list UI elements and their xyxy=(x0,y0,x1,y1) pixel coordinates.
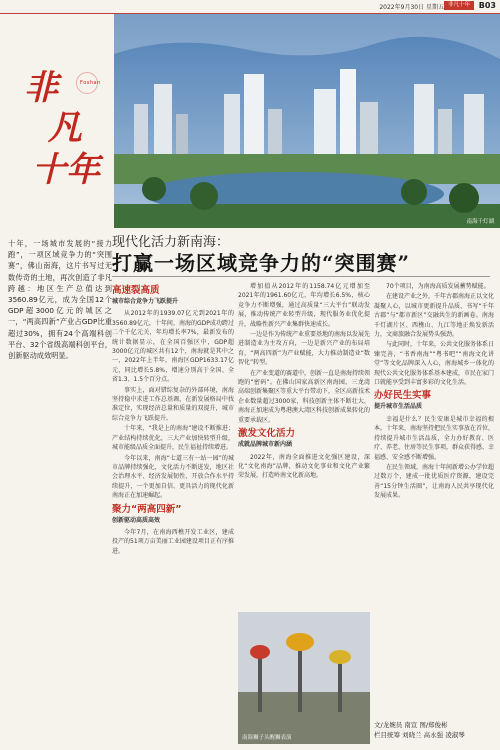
intro-text: 十年，一场城市发展的“接力跑”，一项区域竞争力的“突围赛”，佛山南海，这片书写过无数传奇的土地，再次创造了非凡跨越：地区生产总值达到3560.89亿元，成为全国12个GDP超3000亿元的城区之一，“两高四新”产业占GDP比重超过30%，拥有24个高端科创平台、32个省级高端科创平台，创新驱动成效明显。 xyxy=(8,239,112,361)
page-number: B03 xyxy=(478,1,496,10)
paragraph: 幸福是什么？民生安康是城市幸福的根本。十年来，南海坚持把民生实事放在首位，持续提升城市生活品质，全力办好教育、医疗、养老、住房等民生事项，群众获得感、幸福感、安全感不断增强。 xyxy=(374,415,494,461)
paragraph: 增加值从2012年的1158.74亿元增加至2021年的1961.60亿元，年均增长6.5%，核心竞争力不断增强，通过高质量“三大平台”联动发展，推动传统产业转型升级，现代服务业优化提升，战略性新兴产业集群快速成长。 xyxy=(238,283,370,328)
section-tag: 非凡十年 xyxy=(444,1,474,10)
article-column-1 xyxy=(112,282,234,744)
paragraph: 在产业变道的赛道中，创新一直是南海持续领跑的“密码”。在佛山国家高新区南海园、三龙湾高端创新集聚区等重大平台带动下，全区高新技术企业数量超过3000家，科技创新主体不断壮大，南海正加速成为粤港澳大湾区科技创新成果转化的重要承载区。 xyxy=(238,369,370,424)
paragraph: 与此同时，十年来，公共文化服务体系日臻完善，“书香南海”“粤书吧”“南海文化讲堂”等文化品牌深入人心，南海城乡一体化的现代公共文化服务体系基本建成，市民在家门口就能享受到丰富多彩的文化生活。 xyxy=(374,341,494,387)
section-subtitle: 创新驱动高质高效 xyxy=(112,516,161,524)
photo2-caption: 南海狮子头醒狮表演 xyxy=(242,735,292,741)
article-column-3 xyxy=(374,282,494,716)
headline-divider xyxy=(112,276,490,277)
paragraph: 从2012年的1939.07亿元到2021年的3560.89亿元，十年间，南海的GDP成功跨过二个千亿元关，年均增长率7%，最新发布的统计数据显示，在全国百强区中，GDP超3000亿元的城区共有12个，南海就是其中之一，2022年上半年，南海区GDP1633.17亿元，同比增长5.8%，增速分别高于全国、全省1.3、1.5个百分点。 xyxy=(112,310,234,384)
article-headline: 打赢一场区域竞争力的“突围赛” xyxy=(112,251,411,275)
paragraph: 在建设产业之外，千年古郡南海正以文化凝聚人心，以城市更新提升品质，书写“千年古郡”与“都市新区”交融共生的新画卷。南海千灯湖片区、西樵山、九江等地正焕发新活力，文商旅融合发展势头强劲。 xyxy=(374,293,494,339)
byline: 文/龙婉员 南宣 图/郑俊彬 栏目统筹 刘晓兰 高永强 凌淑琴 xyxy=(374,721,465,739)
article-column-2 xyxy=(238,282,370,608)
paragraph: 在民生领域，南海十年间新增公办学位超过数万个，建成一批优质医疗资源，建设完善“15分钟生活圈”，让南海人民共享现代化发展成果。 xyxy=(374,463,494,500)
paragraph: 2022年，南海全面推进文化强区建设，深化“文化南海”品牌，推动文化事业和文化产业繁荣发展，打造岭南文化新高地。 xyxy=(238,453,370,480)
section-title: 高速裂高质 xyxy=(112,285,160,296)
paragraph: 一边是作为传统产业重要基地的南海以发展先进制造业为主攻方向，一边是新兴产业的布局培育，“两高四新”为产业赋能，大力推动制造业“数智化”转型。 xyxy=(238,331,370,367)
paragraph: 今年以来，南海“七道三有一站一园”的城市品牌持续强化，文化活力不断迸发，地区社会治理水平、经济发展韧性、开放合作水平持续提升，一个更加自信、更具活力的现代化新南海正在加速崛起。 xyxy=(112,454,234,500)
logo-char-3: 十年 xyxy=(32,150,100,190)
paragraph: 事实上，面对错综复杂的外部环境，南海坚持稳中求进工作总基调，在新发展格局中找准定位，实现经济总量和质量的双提升，城市综合竞争力飞跃提升。 xyxy=(112,386,234,422)
logo-subtitle: Foshan xyxy=(80,80,101,86)
section-title: 激发文化活力 xyxy=(238,428,296,440)
issue-date: 2022年9月30日 星期五 xyxy=(379,4,444,11)
section-subtitle: 成就品牌城市新内涵 xyxy=(238,441,293,449)
page-header xyxy=(0,0,500,14)
logo-char-1: 非 xyxy=(24,68,58,108)
lion-dance-photo xyxy=(238,612,370,744)
photo-caption: 南海千灯湖 xyxy=(466,219,494,225)
logo-char-2: 凡 xyxy=(48,108,82,148)
section-title: 聚力“两高四新” xyxy=(112,503,182,515)
paragraph: 今年7月，在南海西樵开发工业区，建成投产的51项万亩美丽工业园建设项目正有序推进。 xyxy=(112,528,234,555)
skyline-photo xyxy=(114,14,500,228)
paragraph: 70个项目，为南海高质发展蓄势赋能。 xyxy=(386,283,490,290)
article-kicker: 现代化活力新南海： xyxy=(112,235,230,250)
skyline-illustration xyxy=(114,14,500,228)
lion-dance-illustration xyxy=(238,612,370,744)
paragraph: 十年来，“我是上的南海”建设不断推进；产业结构持续优化，三大产业加快转型升级，城市能级品质全面提升，民生福祉持续增进。 xyxy=(112,425,234,452)
section-subtitle: 城市综合竞争力飞跃提升 xyxy=(112,298,179,305)
section-logo xyxy=(18,60,108,190)
section-title: 办好民生实事 xyxy=(374,390,432,402)
section-subtitle: 提升城市生活品质 xyxy=(374,403,423,411)
